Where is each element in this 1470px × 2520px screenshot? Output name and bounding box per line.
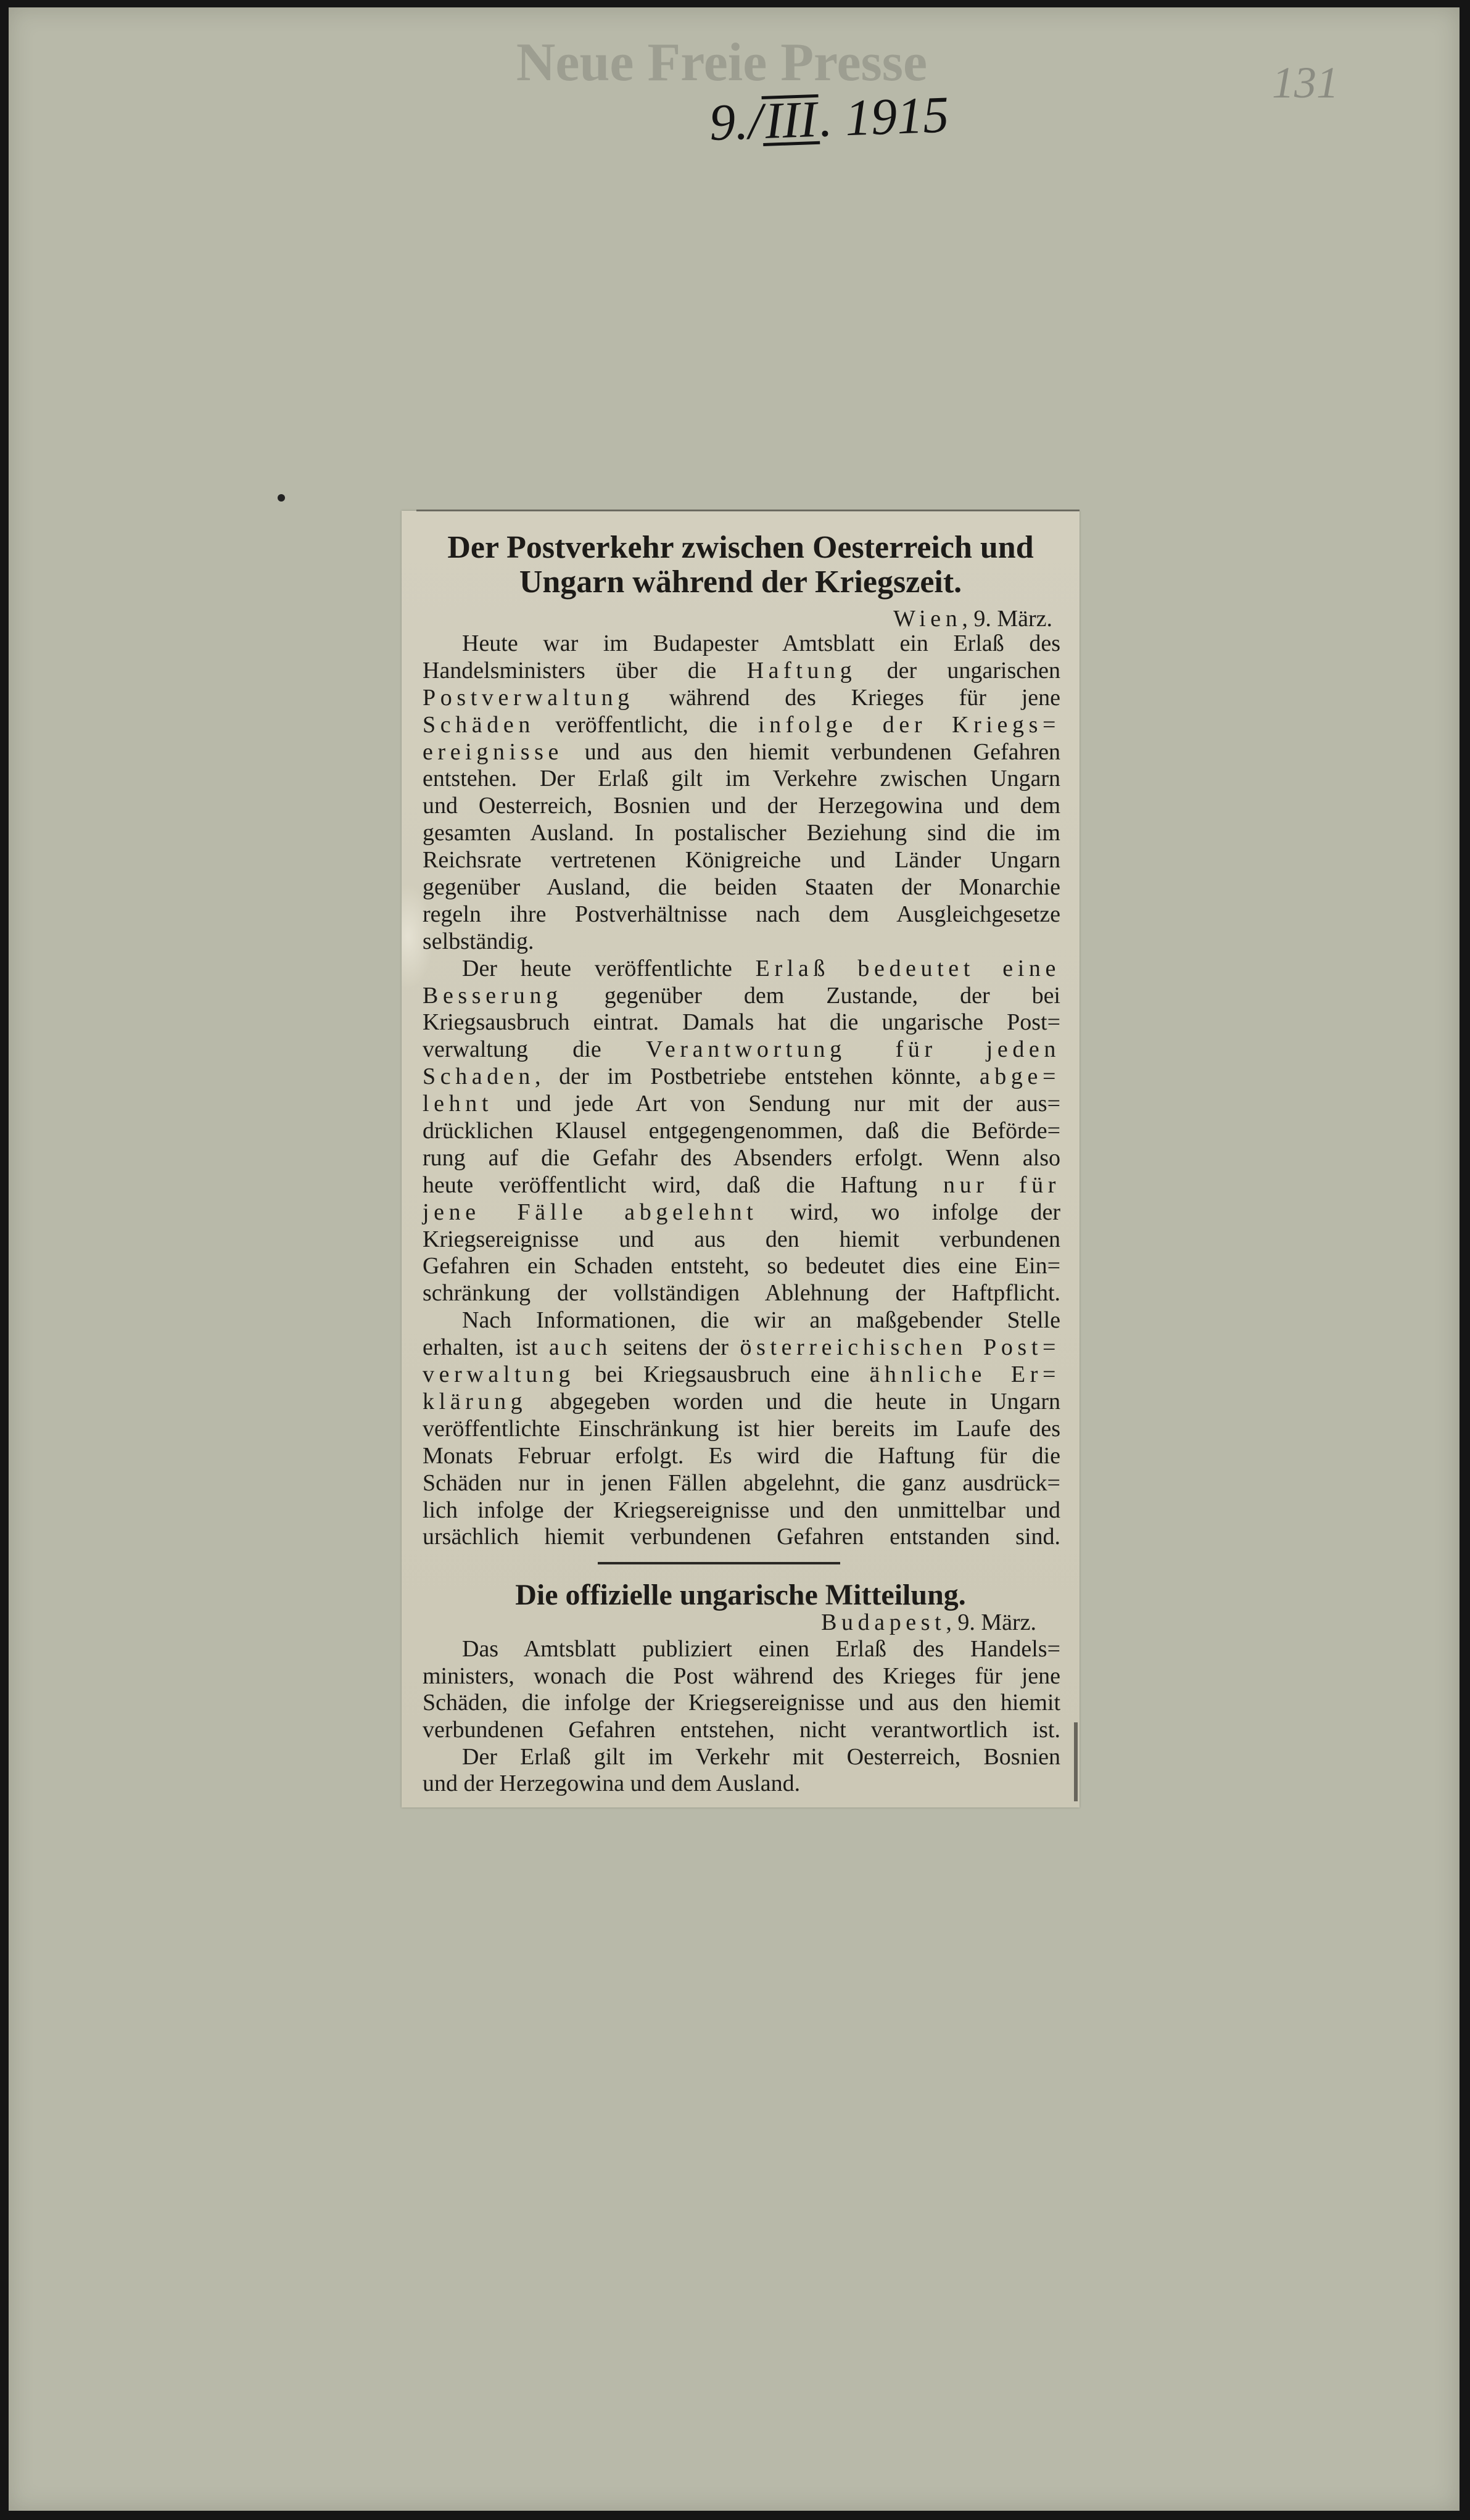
spaced-emphasis: Besserung [423,982,563,1009]
spaced-emphasis: Schäden [423,711,535,738]
article-line: schränkung der vollständigen Ablehnung der Haftpflicht. [423,1280,1060,1307]
article-line: rung auf die Gefahr des Absenders erfolgt. Wenn also [423,1144,1060,1171]
article-line: erhalten, ist auch seitens der österreichischen Post= [423,1334,1061,1361]
spaced-emphasis: Wien [893,606,962,632]
spaced-emphasis: abge= [979,1064,1060,1090]
official-body [423,1636,1060,1798]
article-paragraph [423,1636,1060,1744]
article-paragraph [423,630,1060,956]
spaced-emphasis: lehnt [423,1091,493,1117]
article-line: gesamten Ausland. In postalischer Beziehung sind die im [423,820,1060,846]
article-line: Gefahren ein Schaden entsteht, so bedeutet dies eine Ein= [423,1253,1060,1279]
spaced-emphasis: österreichischen Post= [740,1334,1061,1361]
spaced-emphasis: nur für [943,1171,1060,1198]
article-paragraph [423,1744,1060,1798]
article-line: Nach Informationen, die wir an maßgebender Stelle [462,1307,1060,1334]
clipping-edge-shadow [1074,1722,1078,1801]
spaced-emphasis: verwaltung [423,1361,575,1388]
article-line: selbständig. [423,928,534,954]
handwritten-date [708,84,950,154]
article-line: Schäden nur in jenen Fällen abgelehnt, die ganz ausdrück= [423,1469,1060,1496]
article-line: Der heute veröffentlichte Erlaß bedeutet eine [462,955,1060,981]
article-line: drücklichen Klausel entgegengenommen, daß die Beförde= [423,1118,1060,1144]
ink-dot [278,494,285,502]
article-line: Schaden, der im Postbetriebe entstehen könnte, abge= [423,1064,1060,1090]
article-line: regeln ihre Postverhältnisse nach dem Ausgleichgesetze [423,901,1060,927]
article-line: gegenüber Ausland, die beiden Staaten der Monarchie [423,874,1060,901]
article-line: klärung abgegeben worden und die heute in Ungarn [423,1388,1060,1415]
handwritten-date-month: III [762,94,820,147]
article-line: Reichsrate vertretenen Königreiche und Länder Ungarn [423,847,1060,874]
article-line: Kriegsausbruch eintrat. Damals hat die ungarische Post= [423,1009,1060,1036]
handwritten-date-day: 9./ [708,93,764,152]
article-line: und der Herzegowina und dem Ausland. [423,1770,801,1797]
spaced-emphasis: Postverwaltung [423,684,634,711]
spaced-emphasis: Erlaß bedeutet eine [755,955,1060,981]
article-title [402,531,1080,600]
publication-stamp: Neue Freie Presse [516,33,928,93]
article-line: lich infolge der Kriegsereignisse und den unmittelbar und [423,1497,1060,1523]
spaced-emphasis: auch [548,1334,612,1361]
article-line: Schäden veröffentlicht, die infolge der Kriegs= [423,711,1061,738]
article-line: und Oesterreich, Bosnien und der Herzegowina und dem [423,793,1060,819]
spaced-emphasis: Verantwortung für jeden [646,1036,1061,1063]
article-line: entstehen. Der Erlaß gilt im Verkehre zwischen Ungarn [423,766,1060,792]
spaced-emphasis: infolge der Kriegs= [758,711,1061,738]
article-line: jene Fälle abgelehnt wird, wo infolge der [423,1199,1060,1225]
dateline: Wien, 9. März. [893,606,1052,632]
spaced-emphasis: jene Fälle abgelehnt [423,1199,758,1225]
article-line: Postverwaltung während des Krieges für jene [423,684,1060,711]
article-line: Monats Februar erfolgt. Es wird die Haftung für die [423,1442,1060,1469]
clipping-top-rule [416,510,1080,511]
article-line: Handelsministers über die Haftung der ungarischen [423,657,1061,684]
article-line: verwaltung die Verantwortung für jeden [423,1036,1061,1063]
article-line: verwaltung bei Kriegsausbruch eine ähnliche Er= [423,1361,1060,1388]
article-line: Besserung gegenüber dem Zustande, der bei [423,982,1060,1009]
article-line: veröffentlichte Einschränkung ist hier bereits im Laufe des [423,1415,1060,1442]
article-line: Schäden, die infolge der Kriegsereignisse und aus den hiemit [423,1690,1060,1716]
article-line: lehnt und jede Art von Sendung nur mit der aus= [423,1091,1060,1117]
article-line: verbundenen Gefahren entstehen, nicht verantwortlich ist. [423,1717,1060,1743]
article-line: ursächlich hiemit verbundenen Gefahren entstanden sind. [423,1524,1060,1550]
article-title-line: Der Postverkehr zwischen Oesterreich und [447,530,1034,565]
article-line: ministers, wonach die Post während des Krieges für jene [423,1663,1060,1689]
article-line: Kriegsereignisse und aus den hiemit verbundenen [423,1226,1060,1252]
section-heading: Die offizielle ungarische Mitteilung. [515,1579,966,1611]
spaced-emphasis: Budapest [821,1609,946,1635]
spaced-emphasis: ähnliche Er= [869,1361,1060,1388]
article-body [423,630,1060,1551]
article-line: heute veröffentlicht wird, daß die Haftung nur für [423,1171,1060,1198]
handwritten-date-year: . 1915 [818,86,950,148]
article-line: Heute war im Budapester Amtsblatt ein Erlaß des [462,630,1060,656]
article-paragraph [423,956,1060,1308]
newspaper-clipping [402,511,1080,1807]
section-divider [598,1562,840,1564]
spaced-emphasis: Haftung [746,657,857,684]
article-line: Der Erlaß gilt im Verkehr mit Oesterreich, Bosnien [462,1743,1060,1770]
article-paragraph [423,1307,1060,1551]
spaced-emphasis: klärung [423,1388,527,1415]
article-line: Das Amtsblatt publiziert einen Erlaß des Handels= [462,1636,1060,1662]
folio-number: 131 [1272,58,1339,107]
dateline: Budapest, 9. März. [821,1609,1036,1635]
spaced-emphasis: ereignisse [423,738,563,765]
spaced-emphasis: Schaden [423,1064,535,1090]
article-line: ereignisse und aus den hiemit verbundenen Gefahren [423,738,1060,765]
article-title-line: Ungarn während der Kriegszeit. [519,564,962,600]
